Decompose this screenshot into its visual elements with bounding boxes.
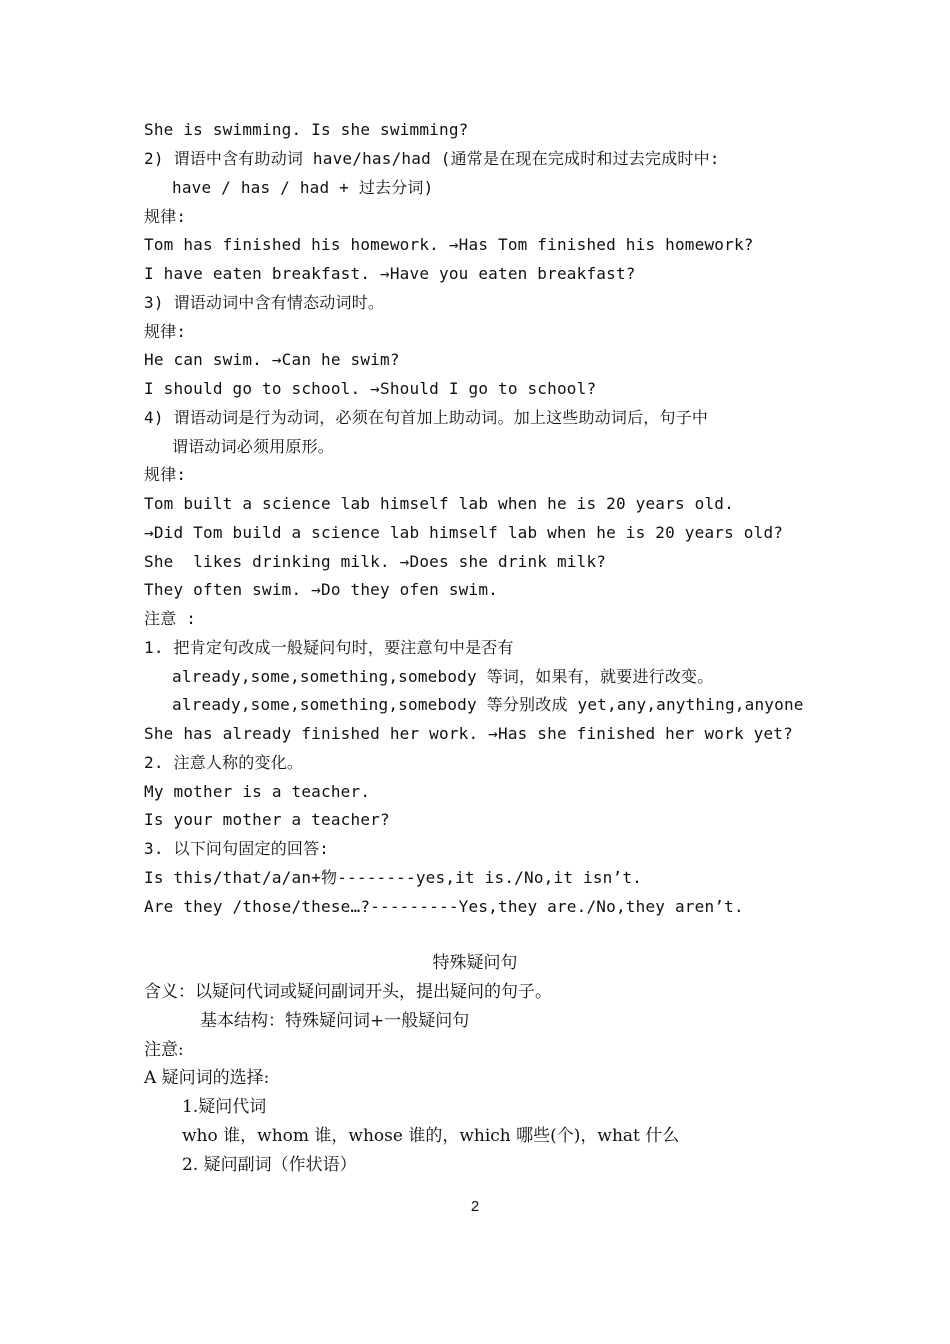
rule-detail: have / has / had + 过去分词) <box>172 178 434 197</box>
subsection-heading: A 疑问词的选择: <box>144 1068 270 1088</box>
rule-label: 规律: <box>144 322 187 341</box>
list-item-detail: who 谁，whom 谁，whose 谁的，which 哪些(个)，what 什么 <box>182 1126 680 1146</box>
note-detail: already,some,something,somebody 等词，如果有，就要进行改变。 <box>172 667 714 686</box>
example-sentence: They often swim. →Do they ofen swim. <box>144 580 498 599</box>
example-sentence: Tom built a science lab himself lab when he is 20 years old. <box>144 494 734 513</box>
note-item-2: 2. 注意人称的变化。 <box>144 753 304 772</box>
list-item-heading: 1.疑问代词 <box>182 1097 267 1117</box>
example-sentence: Is this/that/a/an+物--------yes,it is./No,it isn’t. <box>144 868 643 887</box>
example-sentence: →Did Tom build a science lab himself lab when he is 20 years old? <box>144 523 784 542</box>
example-sentence: He can swim. →Can he swim? <box>144 350 400 369</box>
rule-heading-3: 3) 谓语动词中含有情态动词时。 <box>144 293 385 312</box>
example-sentence: She likes drinking milk. →Does she drink milk? <box>144 552 607 571</box>
rule-heading-2: 2) 谓语中含有助动词 have/has/had (通常是在现在完成时和过去完成时中: <box>144 149 720 168</box>
rule-label: 规律: <box>144 465 187 484</box>
rule-heading-4: 4) 谓语动词是行为动词，必须在句首加上助动词。加上这些助动词后，句子中 <box>144 408 709 427</box>
note-heading: 注意: <box>144 1040 184 1060</box>
example-sentence: My mother is a teacher. <box>144 782 371 801</box>
example-sentence: Tom has finished his homework. →Has Tom finished his homework? <box>144 235 754 254</box>
example-sentence: She has already finished her work. →Has she finished her work yet? <box>144 724 793 743</box>
note-heading: 注意 : <box>144 609 197 628</box>
example-sentence: She is swimming. Is she swimming? <box>144 120 469 139</box>
section-title: 特殊疑问句 <box>432 953 518 973</box>
list-item-heading: 2. 疑问副词（作状语） <box>182 1155 357 1175</box>
rule-detail: 谓语动词必须用原形。 <box>172 437 335 456</box>
note-item-3: 3. 以下问句固定的回答: <box>144 839 330 858</box>
rule-label: 规律: <box>144 207 187 226</box>
note-detail: already,some,something,somebody 等分别改成 yet,any,anything,anyone <box>172 695 804 714</box>
note-item-1: 1. 把肯定句改成一般疑问句时，要注意句中是否有 <box>144 638 514 657</box>
example-sentence: Is your mother a teacher? <box>144 810 390 829</box>
definition-line: 含义：以疑问代词或疑问副词开头，提出疑问的句子。 <box>144 982 552 1002</box>
example-sentence: I should go to school. →Should I go to school? <box>144 379 597 398</box>
page-number: 2 <box>470 1198 480 1215</box>
example-sentence: I have eaten breakfast. →Have you eaten breakfast? <box>144 264 636 283</box>
example-sentence: Are they /those/these…?---------Yes,they are./No,they aren’t. <box>144 897 744 916</box>
structure-line: 基本结构：特殊疑问词+一般疑问句 <box>200 1011 470 1031</box>
